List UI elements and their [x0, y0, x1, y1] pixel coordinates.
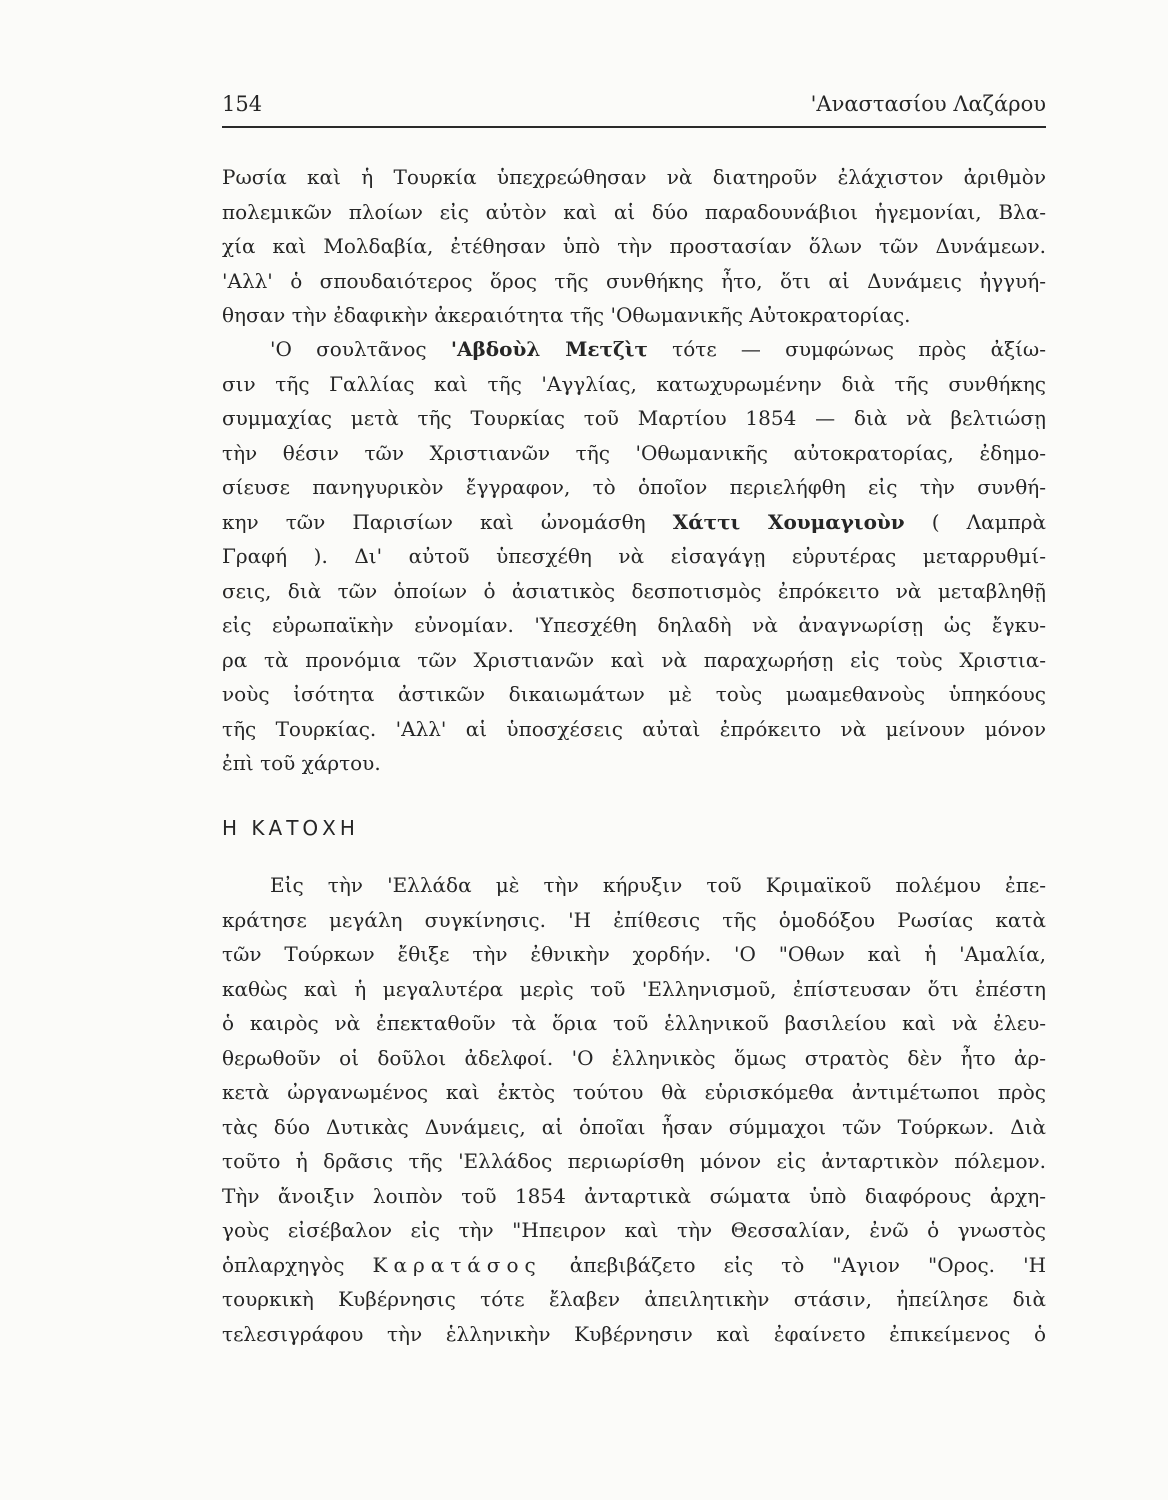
text-line: σεις, διὰ τῶν ὁποίων ὁ ἀσιατικὸς δεσποτισμὸς ἐπρόκειτο νὰ μεταβληθῇ	[222, 578, 1046, 603]
text-line: τῶν Τούρκων ἔθιξε τὴν ἐθνικὴν χορδήν. 'Ο "Οθων καὶ ἡ 'Αμαλία,	[222, 942, 1046, 966]
text-line: ρα τὰ προνόμια τῶν Χριστιανῶν καὶ νὰ παραχωρήσῃ εἰς τοὺς Χριστια-	[222, 647, 1046, 672]
text-line: Ρωσία καὶ ἡ Τουρκία ὑπεχρεώθησαν νὰ διατηροῦν ἐλάχιστον ἀριθμὸν	[222, 165, 1046, 189]
text-line: Τὴν ἄνοιξιν λοιπὸν τοῦ 1854 ἀνταρτικὰ σώματα ὑπὸ διαφόρους ἀρχη-	[222, 1183, 1046, 1208]
text-line: νοὺς ἰσότητα ἀστικῶν δικαιωμάτων μὲ τοὺς μωαμεθανοὺς ὑπηκόους	[222, 682, 1046, 706]
page-header	[222, 92, 1046, 126]
running-title: 'Αναστασίου Λαζάρου	[810, 92, 1046, 116]
text-line: σιν τῆς Γαλλίας καὶ τῆς 'Αγγλίας, κατωχυρωμένην διὰ τῆς συνθήκης	[222, 371, 1046, 396]
text-line: χία καὶ Μολδαβία, ἐτέθησαν ὑπὸ τὴν προστασίαν ὅλων τῶν Δυνάμεων.	[222, 234, 1046, 258]
page-number: 154	[222, 92, 263, 116]
text-line: τουρκικὴ Κυβέρνησις τότε ἔλαβεν ἀπειλητικὴν στάσιν, ἠπείλησε διὰ	[222, 1287, 1046, 1311]
text-line: τοῦτο ἡ δρᾶσις τῆς 'Ελλάδος περιωρίσθη μόνον εἰς ἀνταρτικὸν πόλεμον.	[222, 1149, 1046, 1173]
text-run: τότε — συμφώνως πρὸς ἀξίω-	[672, 337, 1046, 361]
text-line	[222, 505, 1046, 540]
text-line: τῆς Τουρκίας. 'Αλλ' αἱ ὑποσχέσεις αὐταὶ ἐπρόκειτο νὰ μείνουν μόνον	[222, 716, 1046, 741]
decree-name: Χάττι Χουμαγιοὺν	[672, 509, 905, 534]
text-line: τὴν θέσιν τῶν Χριστιανῶν τῆς 'Οθωμανικῆς αὐτοκρατορίας, ἐδημο-	[222, 440, 1046, 465]
text-line: Γραφή ). Δι' αὐτοῦ ὑπεσχέθη νὰ εἰσαγάγῃ εὐρυτέρας μεταρρυθμί-	[222, 544, 1046, 568]
header-rule	[222, 126, 1046, 128]
text-line: πολεμικῶν πλοίων εἰς αὐτὸν καὶ αἱ δύο παραδουνάβιοι ἡγεμονίαι, Βλα-	[222, 199, 1046, 224]
text-run: ἀπεβιβάζετο εἰς τὸ "Αγιον "Ορος. 'Η	[569, 1252, 1046, 1277]
text-run: κην τῶν Παρισίων καὶ ὠνομάσθη	[222, 509, 646, 534]
sultan-name: 'Αβδοὺλ Μετζὶτ	[450, 337, 648, 361]
text-line: σίευσε πανηγυρικὸν ἔγγραφον, τὸ ὁποῖον περιελήφθη εἰς τὴν συνθή-	[222, 475, 1046, 499]
text-line: τελεσιγράφου τὴν ἑλληνικὴν Κυβέρνησιν καὶ ἐφαίνετο ἐπικείμενος ὁ	[222, 1321, 1046, 1346]
text-line: εἰς εὐρωπαϊκὴν εὐνομίαν. 'Υπεσχέθη δηλαδὴ νὰ ἀναγνωρίσῃ ὡς ἔγκυ-	[222, 613, 1046, 637]
paragraph-hatt-i-humayun	[222, 332, 1046, 781]
text-line: κράτησε μεγάλη συγκίνησις. 'Η ἐπίθεσις τῆς ὁμοδόξου Ρωσίας κατὰ	[222, 907, 1046, 932]
text-run: 'Ο σουλτᾶνος	[270, 337, 427, 361]
text-line: κετὰ ὠργανωμένος καὶ ἐκτὸς τούτου θὰ εὑρισκόμεθα ἀντιμέτωποι πρὸς	[222, 1080, 1046, 1104]
text-line: καθὼς καὶ ἡ μεγαλυτέρα μερὶς τοῦ 'Ελληνισμοῦ, ἐπίστευσαν ὅτι ἐπέστη	[222, 976, 1046, 1001]
text-line: θερωθοῦν οἱ δοῦλοι ἀδελφοί. 'Ο ἑλληνικὸς ὅμως στρατὸς δὲν ἦτο ἀρ-	[222, 1045, 1046, 1070]
text-line: ἐπὶ τοῦ χάρτου.	[222, 751, 381, 775]
text-line: θησαν τὴν ἐδαφικὴν ἀκεραιότητα τῆς 'Οθωμανικῆς Αὐτοκρατορίας.	[222, 303, 911, 327]
text-run: ( Λαμπρὰ	[931, 509, 1046, 534]
text-line: συμμαχίας μετὰ τῆς Τουρκίας τοῦ Μαρτίου 1854 — διὰ νὰ βελτιώσῃ	[222, 406, 1046, 430]
text-run: ὁπλαρχηγὸς	[222, 1252, 345, 1277]
section-heading: Η ΚΑΤΟΧΗ	[222, 816, 359, 840]
text-line: 'Αλλ' ὁ σπουδαιότερος ὅρος τῆς συνθήκης ἦτο, ὅτι αἱ Δυνάμεις ἠγγυή-	[222, 268, 1046, 293]
text-line	[222, 1248, 1046, 1283]
text-line: Εἰς τὴν 'Ελλάδα μὲ τὴν κήρυξιν τοῦ Κριμαϊκοῦ πολέμου ἐπε-	[270, 873, 1046, 897]
text-line	[222, 332, 1046, 367]
paragraph-occupation	[222, 868, 1046, 1351]
text-line: ὁ καιρὸς νὰ ἐπεκταθοῦν τὰ ὅρια τοῦ ἑλληνικοῦ βασιλείου καὶ νὰ ἐλευ-	[222, 1011, 1046, 1035]
text-line: γοὺς εἰσέβαλον εἰς τὴν "Ηπειρον καὶ τὴν Θεσσαλίαν, ἐνῶ ὁ γνωστὸς	[222, 1218, 1046, 1242]
text-line: τὰς δύο Δυτικὰς Δυνάμεις, αἱ ὁποῖαι ἦσαν σύμμαχοι τῶν Τούρκων. Διὰ	[222, 1114, 1046, 1139]
paragraph-treaty	[222, 160, 1046, 333]
chieftain-name: Καρατάσος	[372, 1252, 542, 1277]
